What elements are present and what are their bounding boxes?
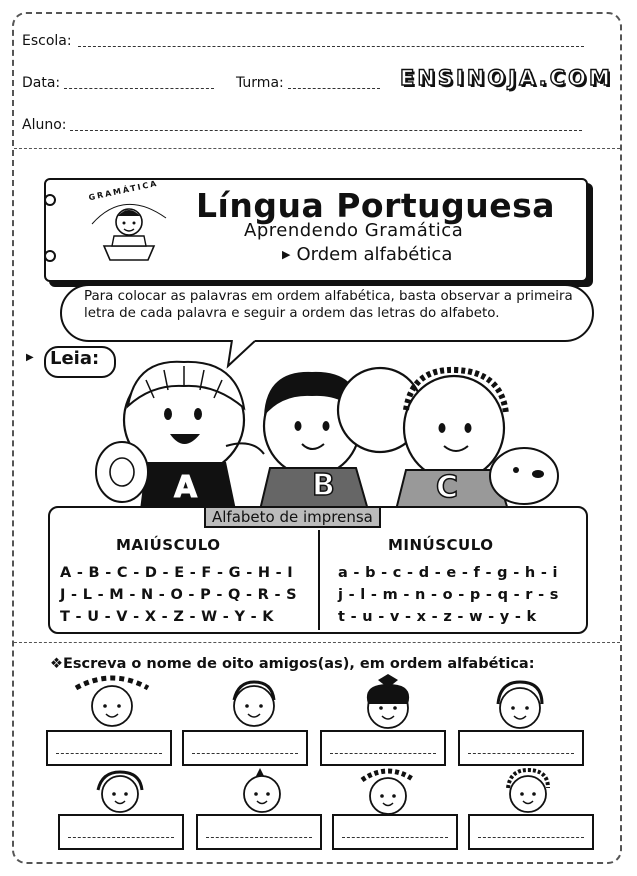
friend-face-icon [98, 772, 142, 812]
friend-face-icon [498, 682, 542, 728]
name-input-1[interactable] [46, 730, 172, 766]
name-input-4[interactable] [458, 730, 584, 766]
upper-row: T - U - V - X - Z - W - Y - K [60, 609, 274, 625]
kid-c-icon [396, 370, 558, 510]
name-input-7[interactable] [332, 814, 458, 850]
friend-face-icon [76, 678, 148, 726]
topic-text: Ordem alfabética [296, 244, 453, 265]
shirt-letter-b: B [312, 468, 335, 503]
name-input-8[interactable] [468, 814, 594, 850]
upper-header: MAIÚSCULO [116, 536, 221, 554]
aluno-field[interactable] [70, 130, 582, 131]
topic-heading [282, 244, 452, 265]
shirt-letter-a: A [174, 470, 198, 505]
friends-row-2 [62, 766, 602, 818]
lower-row: j - l - m - n - o - p - q - r - s [338, 587, 559, 603]
escola-label: Escola: [22, 33, 72, 49]
friend-face-icon [234, 682, 274, 726]
turma-field[interactable] [288, 88, 380, 89]
turma-label: Turma: [236, 75, 284, 91]
shirt-letter-c: C [436, 470, 459, 505]
alphabet-divider [318, 530, 320, 630]
upper-row: A - B - C - D - E - F - G - H - I [60, 565, 294, 581]
page-title: Língua Portuguesa [196, 186, 556, 225]
name-input-6[interactable] [196, 814, 322, 850]
badge-text: GRAMÁTICA [87, 178, 160, 203]
task-instruction: ❖Escreva o nome de oito amigos(as), em ordem alfabética: [50, 656, 535, 672]
friend-face-icon [244, 768, 280, 812]
leia-label: Leia: [50, 348, 100, 369]
friend-face-icon [508, 770, 548, 812]
data-label: Data: [22, 75, 61, 91]
upper-row: J - L - M - N - O - P - Q - R - S [60, 587, 297, 603]
friends-row-1 [62, 674, 602, 734]
name-input-3[interactable] [320, 730, 446, 766]
name-input-5[interactable] [58, 814, 184, 850]
lower-row: a - b - c - d - e - f - g - h - i [338, 565, 558, 581]
header-separator [14, 148, 620, 149]
site-logo: ENSINOJA.COM [400, 66, 613, 90]
escola-field[interactable] [78, 46, 584, 47]
binder-rings-icon [40, 180, 70, 276]
upper-letters [60, 562, 297, 628]
alphabet-label: Alfabeto de imprensa [204, 506, 381, 528]
leia-bullet-icon: ▶ [26, 352, 34, 363]
intro-text: Para colocar as palavras em ordem alfabética, basta observar a primeira letra de cada palavra e seguir a ordem das letras do alfabeto. [84, 289, 573, 321]
friend-face-icon [362, 771, 414, 814]
page-subtitle: Aprendendo Gramática [244, 220, 464, 241]
lower-row: t - u - v - x - z - w - y - k [338, 609, 537, 625]
data-field[interactable] [64, 88, 214, 89]
triangle-bullet-icon: ▶ [282, 248, 291, 261]
friend-face-icon [367, 674, 409, 728]
lower-letters [338, 562, 559, 628]
aluno-label: Aluno: [22, 117, 67, 133]
section-separator [14, 642, 620, 643]
name-input-2[interactable] [182, 730, 308, 766]
lower-header: MINÚSCULO [388, 536, 494, 554]
